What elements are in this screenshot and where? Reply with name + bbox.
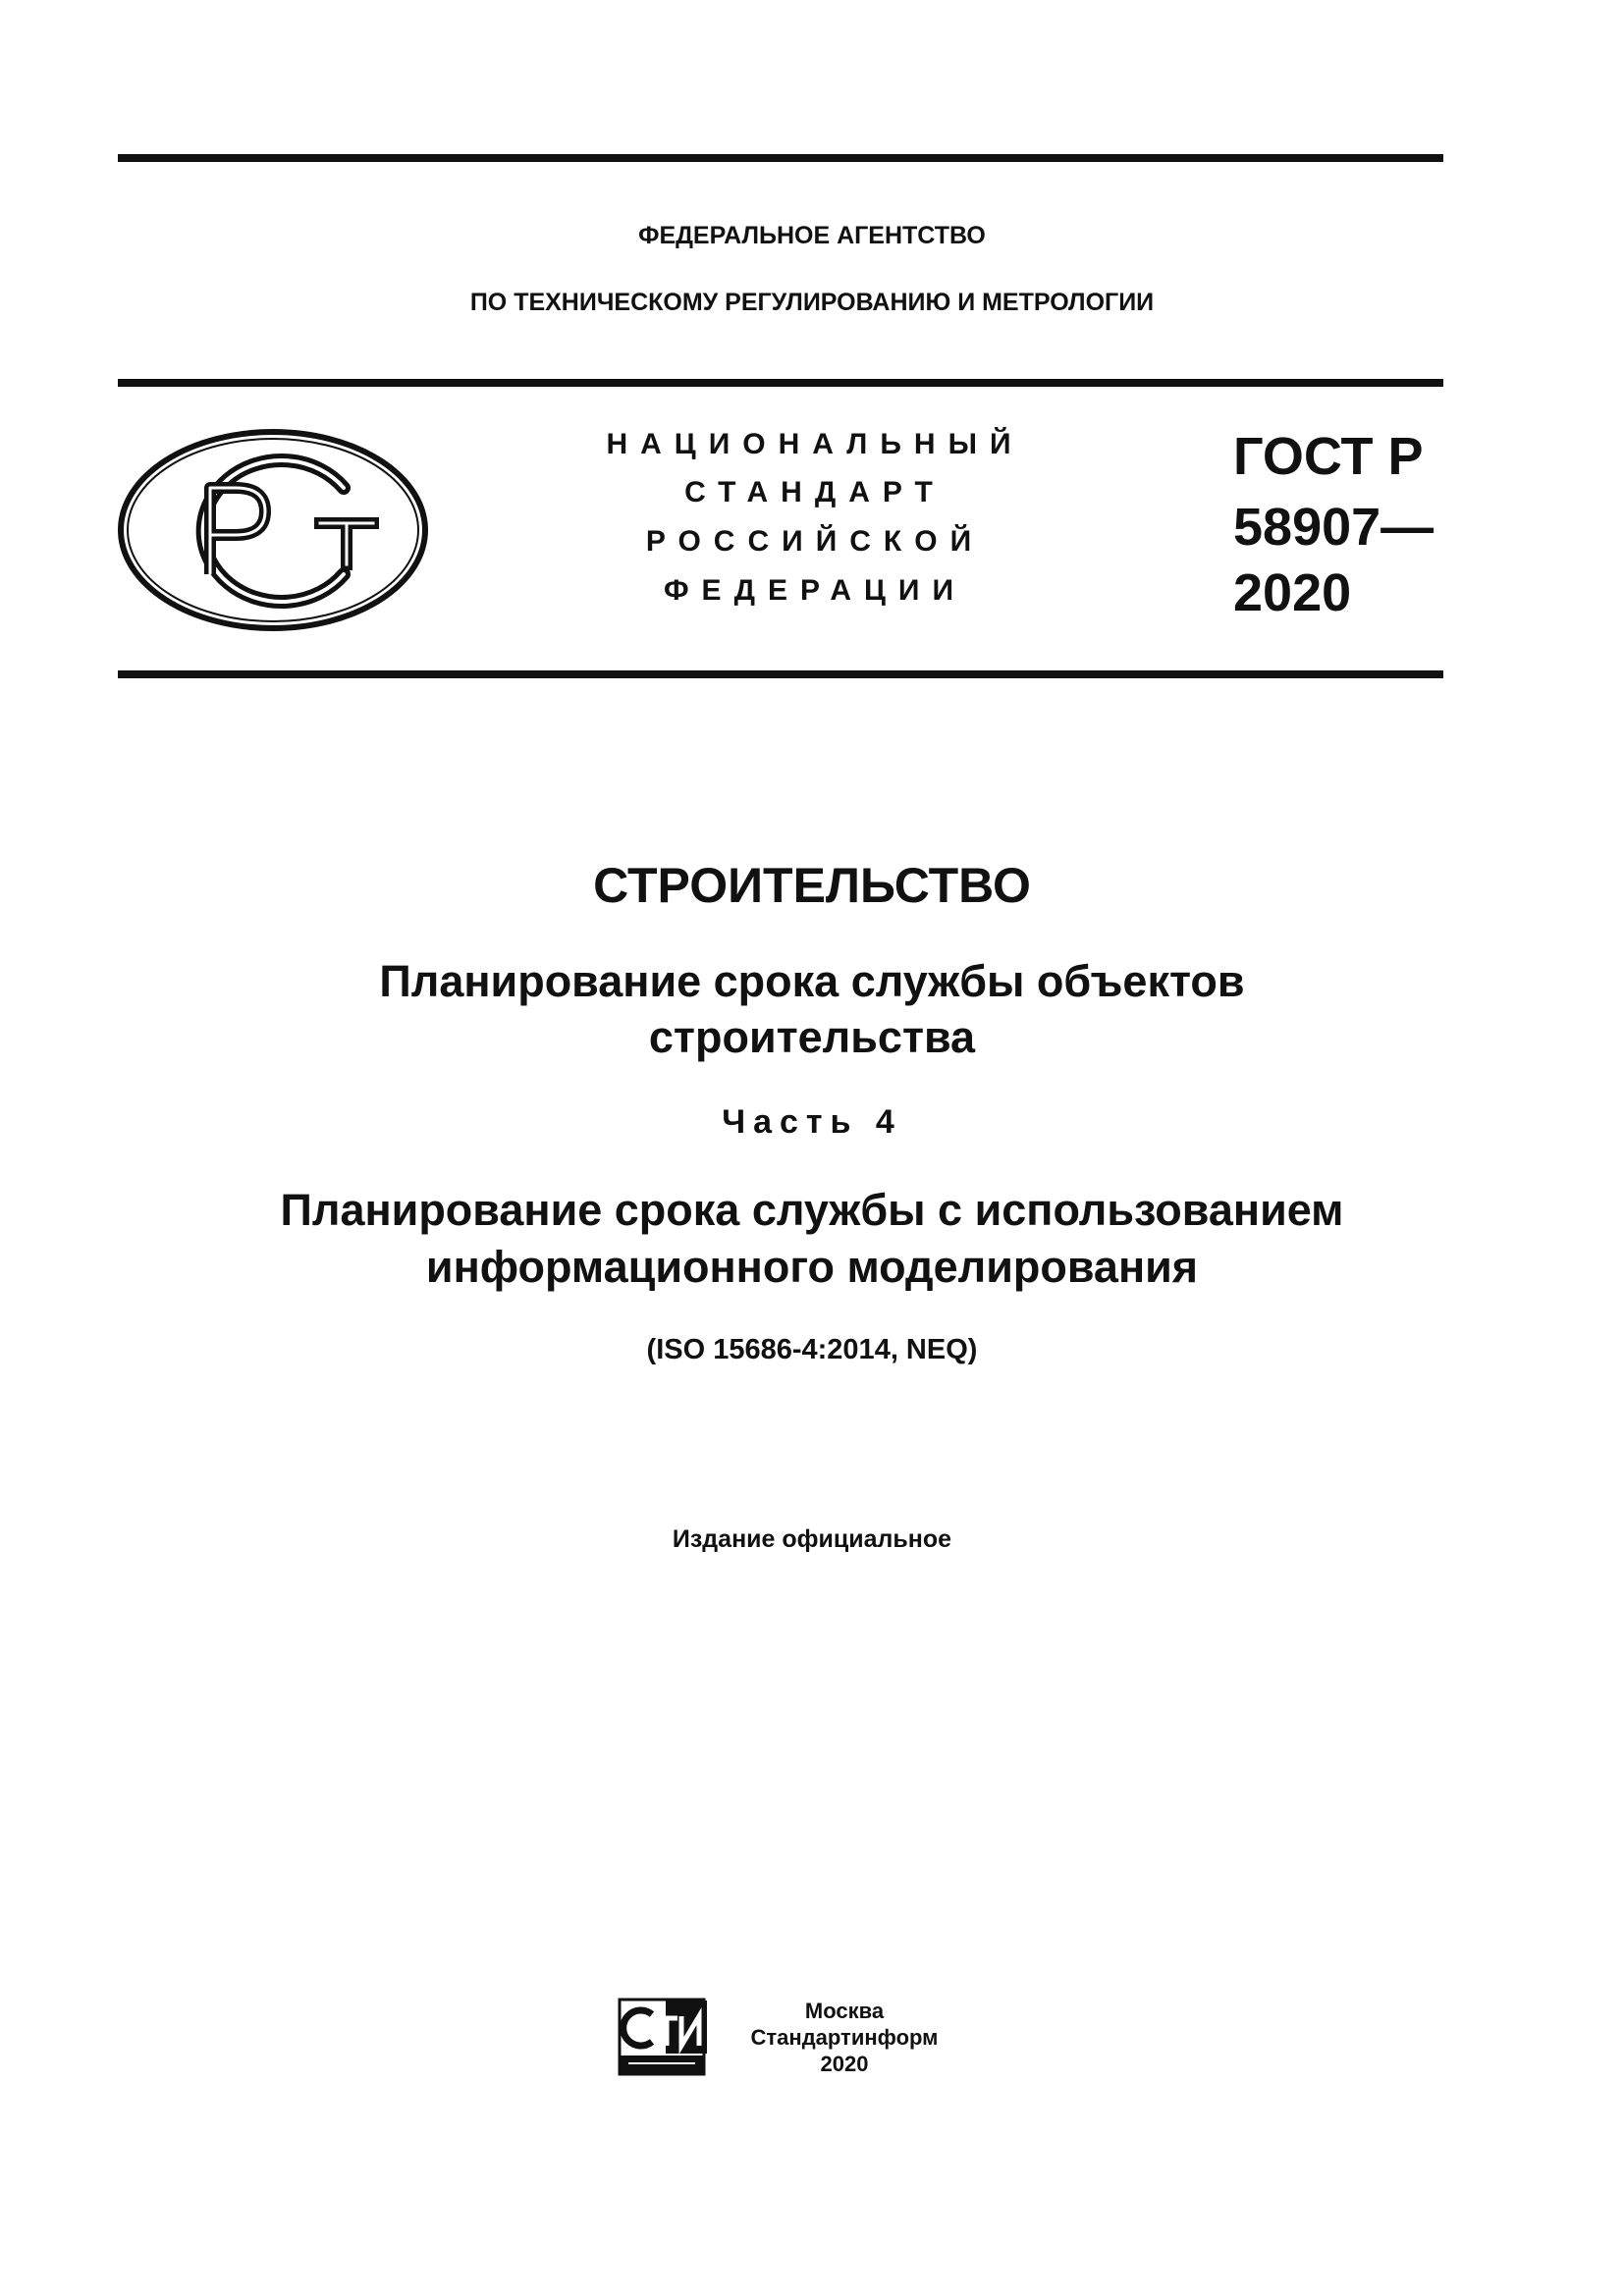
subtitle-line-2: строительства xyxy=(648,1012,976,1062)
iso-reference: (ISO 15686-4:2014, NEQ) xyxy=(646,1334,978,1365)
publisher-name: Стандартинформ xyxy=(750,2025,939,2050)
standard-type-line-4: ФЕДЕРАЦИИ xyxy=(663,574,967,607)
standartinform-logo xyxy=(617,1997,711,2079)
header-top-rule xyxy=(118,379,1443,387)
document-title: СТРОИТЕЛЬСТВО xyxy=(593,858,1031,913)
designation-line-3: 2020 xyxy=(1233,563,1352,622)
standard-type-line-1: НАЦИОНАЛЬНЫЙ xyxy=(606,428,1024,460)
top-rule xyxy=(118,154,1443,162)
agency-line-1: ФЕДЕРАЛЬНОЕ АГЕНТСТВО xyxy=(638,222,986,249)
standard-type-line-2: СТАНДАРТ xyxy=(684,476,946,508)
header-bottom-rule xyxy=(118,670,1443,678)
standard-type-line-3: РОССИЙСКОЙ xyxy=(645,525,985,558)
part-title-line-2: информационного моделирования xyxy=(425,1242,1199,1292)
designation-line-2: 58907— xyxy=(1233,498,1435,557)
agency-line-2: ПО ТЕХНИЧЕСКОМУ РЕГУЛИРОВАНИЮ И МЕТРОЛОГИИ xyxy=(469,289,1155,316)
gost-emblem-logo xyxy=(116,427,430,633)
designation-line-1: ГОСТ Р xyxy=(1233,427,1424,486)
edition-note: Издание официальное xyxy=(672,1525,952,1553)
part-title-line-1: Планирование срока службы с использованием xyxy=(280,1185,1344,1235)
publisher-year: 2020 xyxy=(820,2052,869,2076)
subtitle-line-1: Планирование срока службы объектов xyxy=(379,956,1245,1006)
publisher-city: Москва xyxy=(804,1999,885,2023)
part-number: Часть 4 xyxy=(722,1103,902,1141)
